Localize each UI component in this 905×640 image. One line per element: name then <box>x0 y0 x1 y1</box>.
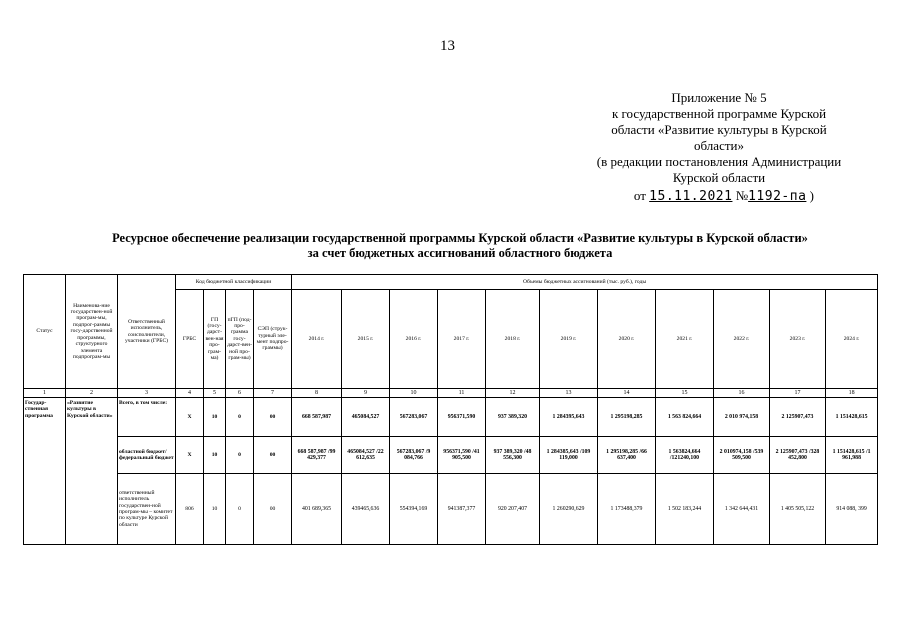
row-program-name: «Развитие культуры в Курской области» <box>66 398 118 545</box>
cell-value: 2 010974,158 /539 509,500 <box>714 437 770 474</box>
cell-value: 2 125907,473 /328 452,800 <box>770 437 826 474</box>
cell-value: 465084,527 /22 612,635 <box>342 437 390 474</box>
cell-value: 1 284385,643 /109 119,000 <box>540 437 598 474</box>
row-executor: ответственный исполнитель государствен-ной програм-мы – комитет по культуре Курской области <box>118 474 176 545</box>
header-volumes-group: Объемы бюджетных ассигнований (тыс. руб.), годы <box>292 275 878 290</box>
header-year: 2019 г. <box>540 290 598 389</box>
header-year: 2015 г. <box>342 290 390 389</box>
appendix-line: Курской области <box>672 170 766 185</box>
budget-table <box>23 274 878 545</box>
header-year: 2017 г. <box>438 290 486 389</box>
cell-value: 1 284395,643 <box>540 398 598 437</box>
cell-sep: 00 <box>254 398 292 437</box>
cell-sep: 00 <box>254 437 292 474</box>
header-year: 2014 г. <box>292 290 342 389</box>
appendix-line: области «Развитие культуры в Курской <box>611 122 827 137</box>
header-year: 2024 г. <box>826 290 878 389</box>
header-year: 2018 г. <box>486 290 540 389</box>
cell-value: 668 587,987 <box>292 398 342 437</box>
column-number: 11 <box>438 389 486 398</box>
column-number: 7 <box>254 389 292 398</box>
column-number: 6 <box>226 389 254 398</box>
column-number: 5 <box>204 389 226 398</box>
cell-value: 2 010 974,158 <box>714 398 770 437</box>
cell-gp: 10 <box>204 474 226 545</box>
header-year: 2020 г. <box>598 290 656 389</box>
cell-value: 914 088, 399 <box>826 474 878 545</box>
row-status: Государ-ственная программа <box>24 398 66 545</box>
cell-gp: 10 <box>204 437 226 474</box>
page-number: 13 <box>440 38 455 54</box>
cell-value: 956371,590 /41 905,500 <box>438 437 486 474</box>
cell-value: 554394,169 <box>390 474 438 545</box>
cell-value: 1 151428,615 /1 961,988 <box>826 437 878 474</box>
cell-sep: 00 <box>254 474 292 545</box>
column-number: 1 <box>24 389 66 398</box>
row-executor: областной бюджет/ федеральный бюджет <box>118 437 176 474</box>
column-number: 10 <box>390 389 438 398</box>
number-label: № <box>735 188 749 203</box>
cell-value: 937 389,320 /48 556,300 <box>486 437 540 474</box>
header-year: 2023 г. <box>770 290 826 389</box>
appendix-block <box>592 90 846 205</box>
cell-value: 2 125907,473 <box>770 398 826 437</box>
column-number: 13 <box>540 389 598 398</box>
cell-value: 920 207,407 <box>486 474 540 545</box>
cell-grbs: 806 <box>176 474 204 545</box>
column-number: 3 <box>118 389 176 398</box>
cell-value: 1 295198,285 /66 637,400 <box>598 437 656 474</box>
cell-value: 1 405 505,122 <box>770 474 826 545</box>
header-gp: ГП (госу-дарст-вен-ная про-грам-ма) <box>204 290 226 389</box>
decree-date: 15.11.2021 <box>649 189 733 204</box>
decree-date-line <box>592 188 846 205</box>
header-status: Статус <box>24 275 66 389</box>
cell-value: 1 295198,285 <box>598 398 656 437</box>
cell-value: 465084,527 <box>342 398 390 437</box>
cell-grbs: X <box>176 398 204 437</box>
cell-value: 567283,067 /9 084,766 <box>390 437 438 474</box>
header-year: 2016 г. <box>390 290 438 389</box>
column-number: 12 <box>486 389 540 398</box>
cell-value: 401 689,365 <box>292 474 342 545</box>
cell-value: 1 260290,629 <box>540 474 598 545</box>
cell-value: 1 563824,664 /121240,100 <box>656 437 714 474</box>
cell-value: 1 342 644,431 <box>714 474 770 545</box>
header-year: 2022 г. <box>714 290 770 389</box>
cell-value: 937 389,320 <box>486 398 540 437</box>
title-line-2: за счет бюджетных ассигнований областного бюджета <box>307 246 613 260</box>
cell-value: 941387,377 <box>438 474 486 545</box>
cell-value: 1 502 183,244 <box>656 474 714 545</box>
cell-pgp: 0 <box>226 437 254 474</box>
column-number: 2 <box>66 389 118 398</box>
header-pgp: пГП (под-про-грамма госу-дарст-вен-ной про-грам-мы) <box>226 290 254 389</box>
cell-value: 1 151428,615 <box>826 398 878 437</box>
header-year: 2021 г. <box>656 290 714 389</box>
document-title <box>60 231 860 261</box>
title-line-1: Ресурсное обеспечение реализации государственной программы Курской области «Развитие культуры в Курской области» <box>112 231 808 245</box>
column-number: 18 <box>826 389 878 398</box>
cell-value: 439465,636 <box>342 474 390 545</box>
column-number: 9 <box>342 389 390 398</box>
column-number: 16 <box>714 389 770 398</box>
header-program-name: Наименова-ние государствен-ной програм-мы, подпрог-раммы госу-дарственной программы, структурного элемента подпрограм-мы <box>66 275 118 389</box>
cell-gp: 10 <box>204 398 226 437</box>
close-paren: ) <box>809 188 814 203</box>
appendix-line: к государственной программе Курской <box>611 106 827 121</box>
row-executor: Всего, в том числе: <box>118 398 176 437</box>
appendix-line: (в редакции постановления Администрации <box>596 154 842 169</box>
header-sep: СЭП (струк-турный эле-мент подпро-граммы) <box>254 290 292 389</box>
header-executor: Ответственный исполнитель, соисполнители, участники (ГРБС) <box>118 275 176 389</box>
column-number: 17 <box>770 389 826 398</box>
header-grbs: ГРБС <box>176 290 204 389</box>
column-number: 14 <box>598 389 656 398</box>
cell-value: 1 563 824,664 <box>656 398 714 437</box>
from-label: от <box>633 188 646 203</box>
cell-value: 956371,590 <box>438 398 486 437</box>
cell-value: 668 587,987 /99 429,377 <box>292 437 342 474</box>
cell-grbs: X <box>176 437 204 474</box>
decree-number: 1192-па <box>748 189 807 204</box>
header-budget-code-group: Код бюджетной классификации <box>176 275 292 290</box>
cell-value: 567283,067 <box>390 398 438 437</box>
appendix-line: области» <box>694 138 744 153</box>
column-number: 8 <box>292 389 342 398</box>
column-number: 15 <box>656 389 714 398</box>
cell-value: 1 173488,379 <box>598 474 656 545</box>
column-number: 4 <box>176 389 204 398</box>
appendix-line: Приложение № 5 <box>671 90 767 105</box>
cell-pgp: 0 <box>226 398 254 437</box>
cell-pgp: 0 <box>226 474 254 545</box>
